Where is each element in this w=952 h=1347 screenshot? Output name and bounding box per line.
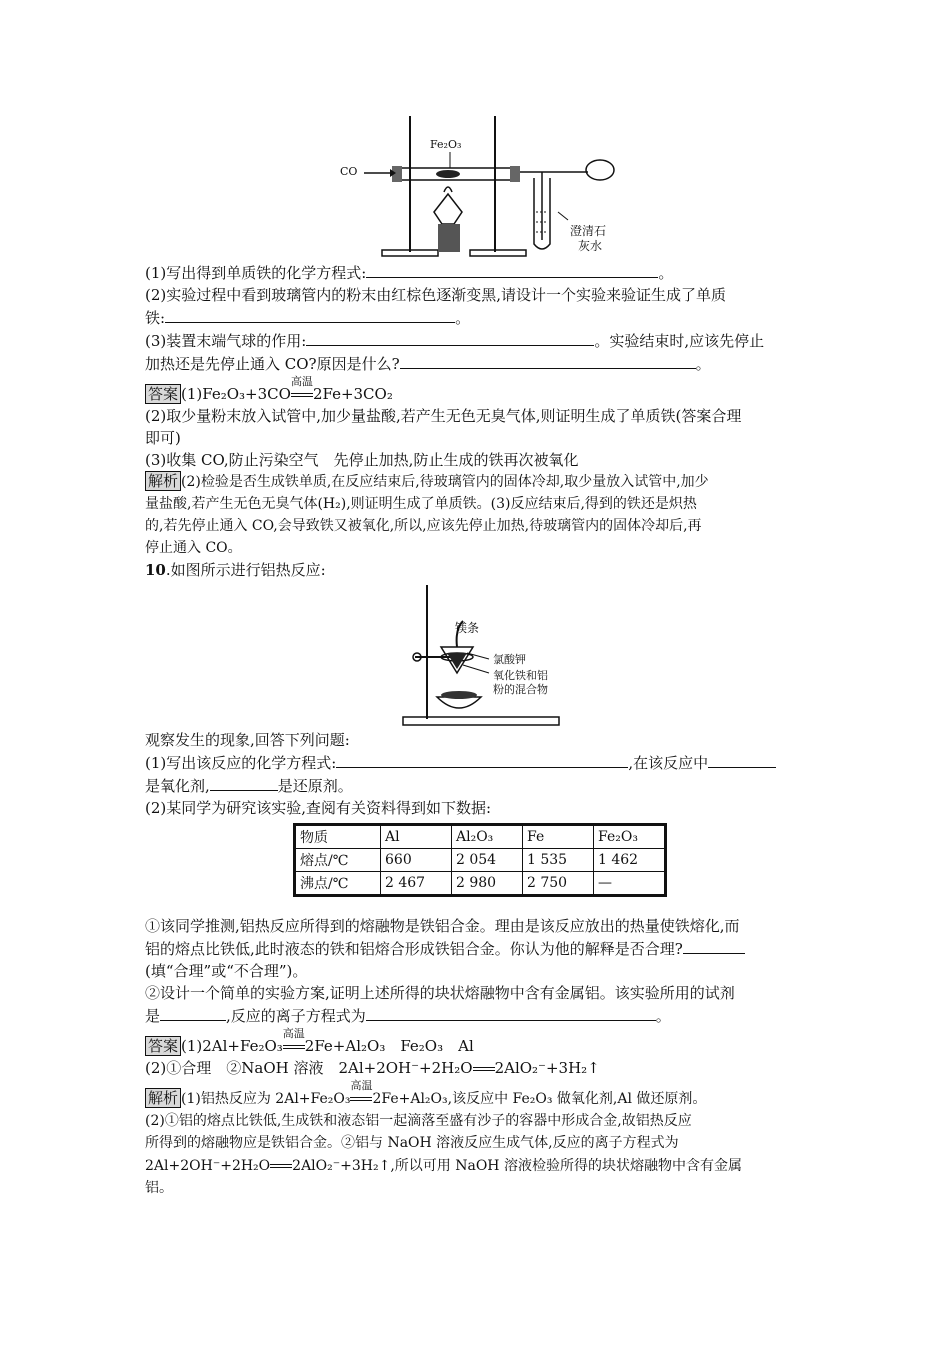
- blank-field[interactable]: [683, 937, 745, 954]
- table-cell: 2 980: [452, 872, 523, 896]
- q10-sub1-cont: 铝的熔点比铁低,此时液态的铁和铝熔合形成铁铝合金。你认为他的解释是否合理?: [145, 937, 810, 960]
- co-reduction-figure: [330, 112, 650, 262]
- table-header-cell: Al: [381, 825, 452, 849]
- blank-field[interactable]: [366, 261, 658, 278]
- q10-sub2: ②设计一个简单的实验方案,证明上述所得的块状熔融物中含有金属铝。该实验所用的试剂: [145, 984, 735, 1002]
- co-label: CO: [340, 165, 358, 178]
- q10-title: 10.如图所示进行铝热反应:: [145, 561, 326, 579]
- q10-part1-cont: 是氧化剂, 是还原剂。: [145, 774, 810, 797]
- q9-analysis-2: 量盐酸,若产生无色无臭气体(H₂),则证明生成了单质铁。(3)反应结束后,得到的铁还是炽热: [145, 496, 697, 512]
- q10-sub1: ①该同学推测,铝热反应所得到的熔融物是铁铝合金。理由是该反应放出的热量使铁熔化,而: [145, 917, 740, 935]
- analysis-tag: 解析: [145, 1088, 181, 1108]
- q9-answer-2-cont: 即可): [145, 429, 181, 447]
- table-header-cell: Fe: [523, 825, 594, 849]
- q10-analysis-2: (2)①铝的熔点比铁低,生成铁和液态铝一起滴落至盛有沙子的容器中形成合金,故铝热反应: [145, 1113, 692, 1129]
- equals-sign: [473, 1057, 495, 1079]
- q9-analysis-1: 解析 (2)检验是否生成铁单质,在反应结束后,待玻璃管内的固体冷却,取少量放入试管中,加少: [145, 471, 810, 493]
- melting-boiling-table: [293, 823, 667, 897]
- q9-analysis-3: 的,若先停止通入 CO,会导致铁又被氧化,所以,应该先停止加热,待玻璃管内的固体冷却后,再: [145, 518, 702, 534]
- q9-part1: (1)写出得到单质铁的化学方程式: 。: [145, 261, 810, 284]
- blank-field[interactable]: [366, 1004, 656, 1021]
- q9-part3-cont: 加热还是先停止通入 CO?原因是什么? 。: [145, 352, 810, 375]
- blank-field[interactable]: [400, 352, 696, 369]
- limewater-label-1: 澄清石: [570, 224, 607, 238]
- condition-high-temp: 高温: [350, 1087, 372, 1109]
- limewater-label-2: 灰水: [578, 239, 603, 253]
- table-cell: 熔点/℃: [295, 849, 381, 872]
- q10-analysis-4: 2Al+2OH⁻+2H₂O 2AlO₂⁻+3H₂↑,所以可用 NaOH 溶液检验所得的块状熔融物中含有金属: [145, 1154, 810, 1177]
- fe2o3-label: Fe₂O₃: [430, 138, 462, 151]
- q10-analysis-5: 铝。: [145, 1180, 173, 1196]
- q9-answer-3: (3)收集 CO,防止污染空气 先停止加热,防止生成的铁再次被氧化: [145, 451, 579, 469]
- q10-sub1-cont2: (填“合理”或“不合理”)。: [145, 962, 308, 980]
- table-cell: 沸点/℃: [295, 872, 381, 896]
- blank-field[interactable]: [306, 329, 594, 346]
- table-header-cell: Fe₂O₃: [594, 825, 666, 849]
- answer-tag: 答案: [145, 1036, 181, 1056]
- equals-sign: [270, 1154, 292, 1176]
- document-body: [145, 261, 810, 1199]
- table-cell: 1 462: [594, 849, 666, 872]
- q9-analysis-4: 停止通入 CO。: [145, 540, 242, 556]
- q10-sub2-cont: 是 ,反应的离子方程式为 。: [145, 1004, 810, 1027]
- thermite-apparatus-drawing: [397, 581, 577, 729]
- q10-part2: (2)某同学为研究该实验,查阅有关资料得到如下数据:: [145, 799, 492, 817]
- q9-answer-1: 答案 (1)Fe₂O₃+3CO 高温 2Fe+3CO₂: [145, 383, 810, 405]
- q10-answer-2: (2)①合理 ②NaOH 溶液 2Al+2OH⁻+2H₂O 2AlO₂⁻+3H₂↑: [145, 1059, 600, 1077]
- q10-analysis-1: 解析 (1)铝热反应为 2Al+Fe₂O₃ 高温 2Fe+Al₂O₃,该反应中 Fe₂O₃ 做氧化剂,Al 做还原剂。: [145, 1087, 810, 1110]
- mixture-label-2: 粉的混合物: [493, 683, 548, 696]
- q9-answer-2: (2)取少量粉末放入试管中,加少量盐酸,若产生无色无臭气体,则证明生成了单质铁(答案合理: [145, 407, 742, 425]
- blank-field[interactable]: [708, 751, 776, 768]
- table-header-cell: Al₂O₃: [452, 825, 523, 849]
- kclo3-label: 氯酸钾: [493, 653, 526, 666]
- q9-part2-cont: 铁: 。: [145, 306, 810, 329]
- q10-intro: 观察发生的现象,回答下列问题:: [145, 731, 350, 749]
- table-cell: 2 750: [523, 872, 594, 896]
- table-cell: 2 054: [452, 849, 523, 872]
- table-cell: —: [594, 872, 666, 896]
- table-cell: 2 467: [381, 872, 452, 896]
- mixture-label-1: 氧化铁和铝: [493, 669, 548, 682]
- condition-high-temp: 高温: [291, 383, 313, 405]
- blank-field[interactable]: [210, 774, 278, 791]
- condition-high-temp: 高温: [283, 1035, 305, 1057]
- blank-field[interactable]: [160, 1004, 226, 1021]
- table-row: [295, 849, 666, 872]
- magnesium-label: 镁条: [455, 621, 480, 635]
- analysis-tag: 解析: [145, 471, 181, 491]
- table-row: [295, 872, 666, 896]
- q10-part1: (1)写出该反应的化学方程式: ,在该反应中: [145, 751, 810, 774]
- blank-field[interactable]: [336, 751, 628, 768]
- blank-field[interactable]: [165, 306, 455, 323]
- table-header-row: [295, 825, 666, 849]
- q10-answer-1: 答案 (1)2Al+Fe₂O₃ 高温 2Fe+Al₂O₃ Fe₂O₃ Al: [145, 1035, 810, 1057]
- table-cell: 1 535: [523, 849, 594, 872]
- answer-tag: 答案: [145, 384, 181, 404]
- q9-part2: (2)实验过程中看到玻璃管内的粉末由红棕色逐渐变黑,请设计一个实验来验证生成了单质: [145, 286, 727, 304]
- q9-part3: (3)装置末端气球的作用: 。实验结束时,应该先停止: [145, 329, 810, 352]
- thermite-figure: [397, 581, 577, 729]
- table-cell: 660: [381, 849, 452, 872]
- q10-analysis-3: 所得到的熔融物应是铁铝合金。②铝与 NaOH 溶液反应生成气体,反应的离子方程式为: [145, 1135, 679, 1151]
- table-header-cell: 物质: [295, 825, 381, 849]
